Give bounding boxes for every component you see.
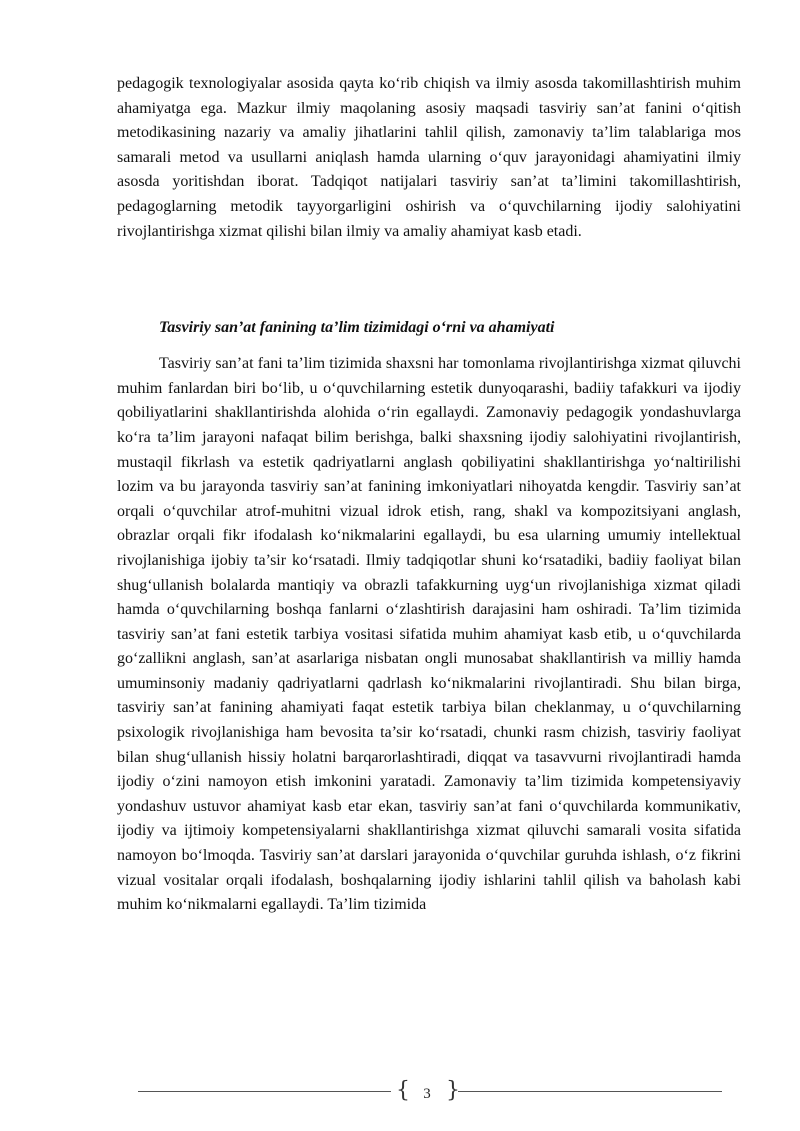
footer-close-brace: } <box>446 1078 460 1103</box>
footer-rule-left <box>138 1091 391 1092</box>
page-footer <box>138 1072 722 1112</box>
page-number: 3 <box>423 1086 431 1102</box>
footer-rule-right <box>458 1091 722 1092</box>
section-heading: Tasviriy san’at fanining ta’lim tizimidagi o‘rni va ahamiyati <box>159 319 555 337</box>
document-page <box>117 72 741 918</box>
intro-paragraph: pedagogik texnologiyalar asosida qayta ko‘rib chiqish va ilmiy asosda takomillashtirish muhim ahamiyatga ega. Mazkur ilmiy maqolaning asosiy maqsadi tasviriy san’at fanini o‘qitish metodikasining nazariy va amaliy jihatlarini tahlil qilish, zamonaviy ta’lim talablariga mos samarali metod va usullarni aniqlash hamda ularning o‘quv jarayonidagi ahamiyatini ilmiy asosda yoritishdan iborat. Tadqiqot natijalari tasviriy san’at ta’limini takomillashtirish, pedagoglarning metodik tayyorgarligini oshirish va o‘quvchilarning ijodiy salohiyatini rivojlantirishga xizmat qilishi bilan ilmiy va amaliy ahamiyat kasb etadi. <box>117 75 741 240</box>
body-paragraph: Tasviriy san’at fani ta’lim tizimida shaxsni har tomonlama rivojlantirishga xizmat qiluvchi muhim fanlardan biri bo‘lib, u o‘quvchilarning estetik dunyoqarashi, badiiy tafakkuri va ijodiy qobiliyatlarini shakllantirishda alohida o‘rin egallaydi. Zamonaviy pedagogik yondashuvlarga ko‘ra ta’lim jarayoni nafaqat bilim berishga, balki shaxsning ijodiy salohiyatini rivojlantirish, mustaqil fikrlash va estetik qadriyatlarni anglash qobiliyatini shakllantirishga yo‘naltirilishi lozim va bu jarayonda tasviriy san’at fanining imkoniyatlari nihoyatda kengdir. Tasviriy san’at orqali o‘quvchilar atrof-muhitni vizual idrok etish, rang, shakl va kompozitsiyani anglash, obrazlar orqali fikr ifodalash ko‘nikmalarini egallaydi, bu esa ularning umumiy intellektual rivojlanishiga ijobiy ta’sir ko‘rsatadi. Ilmiy tadqiqotlar shuni ko‘rsatadiki, badiiy faoliyat bilan shug‘ullanish bolalarda mantiqiy va obrazli tafakkurning uyg‘un rivojlanishiga xizmat qiladi hamda o‘quvchilarning boshqa fanlarni o‘zlashtirish darajasini ham oshiradi. Ta’lim tizimida tasviriy san’at fani estetik tarbiya vositasi sifatida muhim ahamiyat kasb etib, u o‘quvchilarda go‘zallikni anglash, san’at asarlariga nisbatan ongli munosabat shakllantirish va milliy hamda umuminsoniy madaniy qadriyatlarni qadrlash ko‘nikmalarini rivojlantiradi. Shu bilan birga, tasviriy san’at fanining ahamiyati faqat estetik tarbiya bilan cheklanmay, u o‘quvchilarning psixologik rivojlanishiga ham bevosita ta’sir ko‘rsatadi, chunki rasm chizish, tasviriy faoliyat bilan shug‘ullanish hissiy holatni barqarorlashtiradi, diqqat va tasavvurni rivojlantiradi hamda ijodiy o‘zini namoyon etish imkonini yaratadi. Zamonaviy ta’lim tizimida kompetensiyaviy yondashuv ustuvor ahamiyat kasb etar ekan, tasviriy san’at fani o‘quvchilarda kommunikativ, ijodiy va ijtimoiy kompetensiyalarni shakllantirishga xizmat qiluvchi samarali vosita sifatida namoyon bo‘lmoqda. Tasviriy san’at darslari jarayonida o‘quvchilar guruhda ishlash, o‘z fikrini vizual vositalar orqali ifodalash, boshqalarning ijodiy ishlarini tahlil qilish va baholash kabi muhim ko‘nikmalarni egallaydi. Ta’lim tizimida <box>117 355 741 914</box>
footer-open-brace: { <box>396 1078 410 1103</box>
